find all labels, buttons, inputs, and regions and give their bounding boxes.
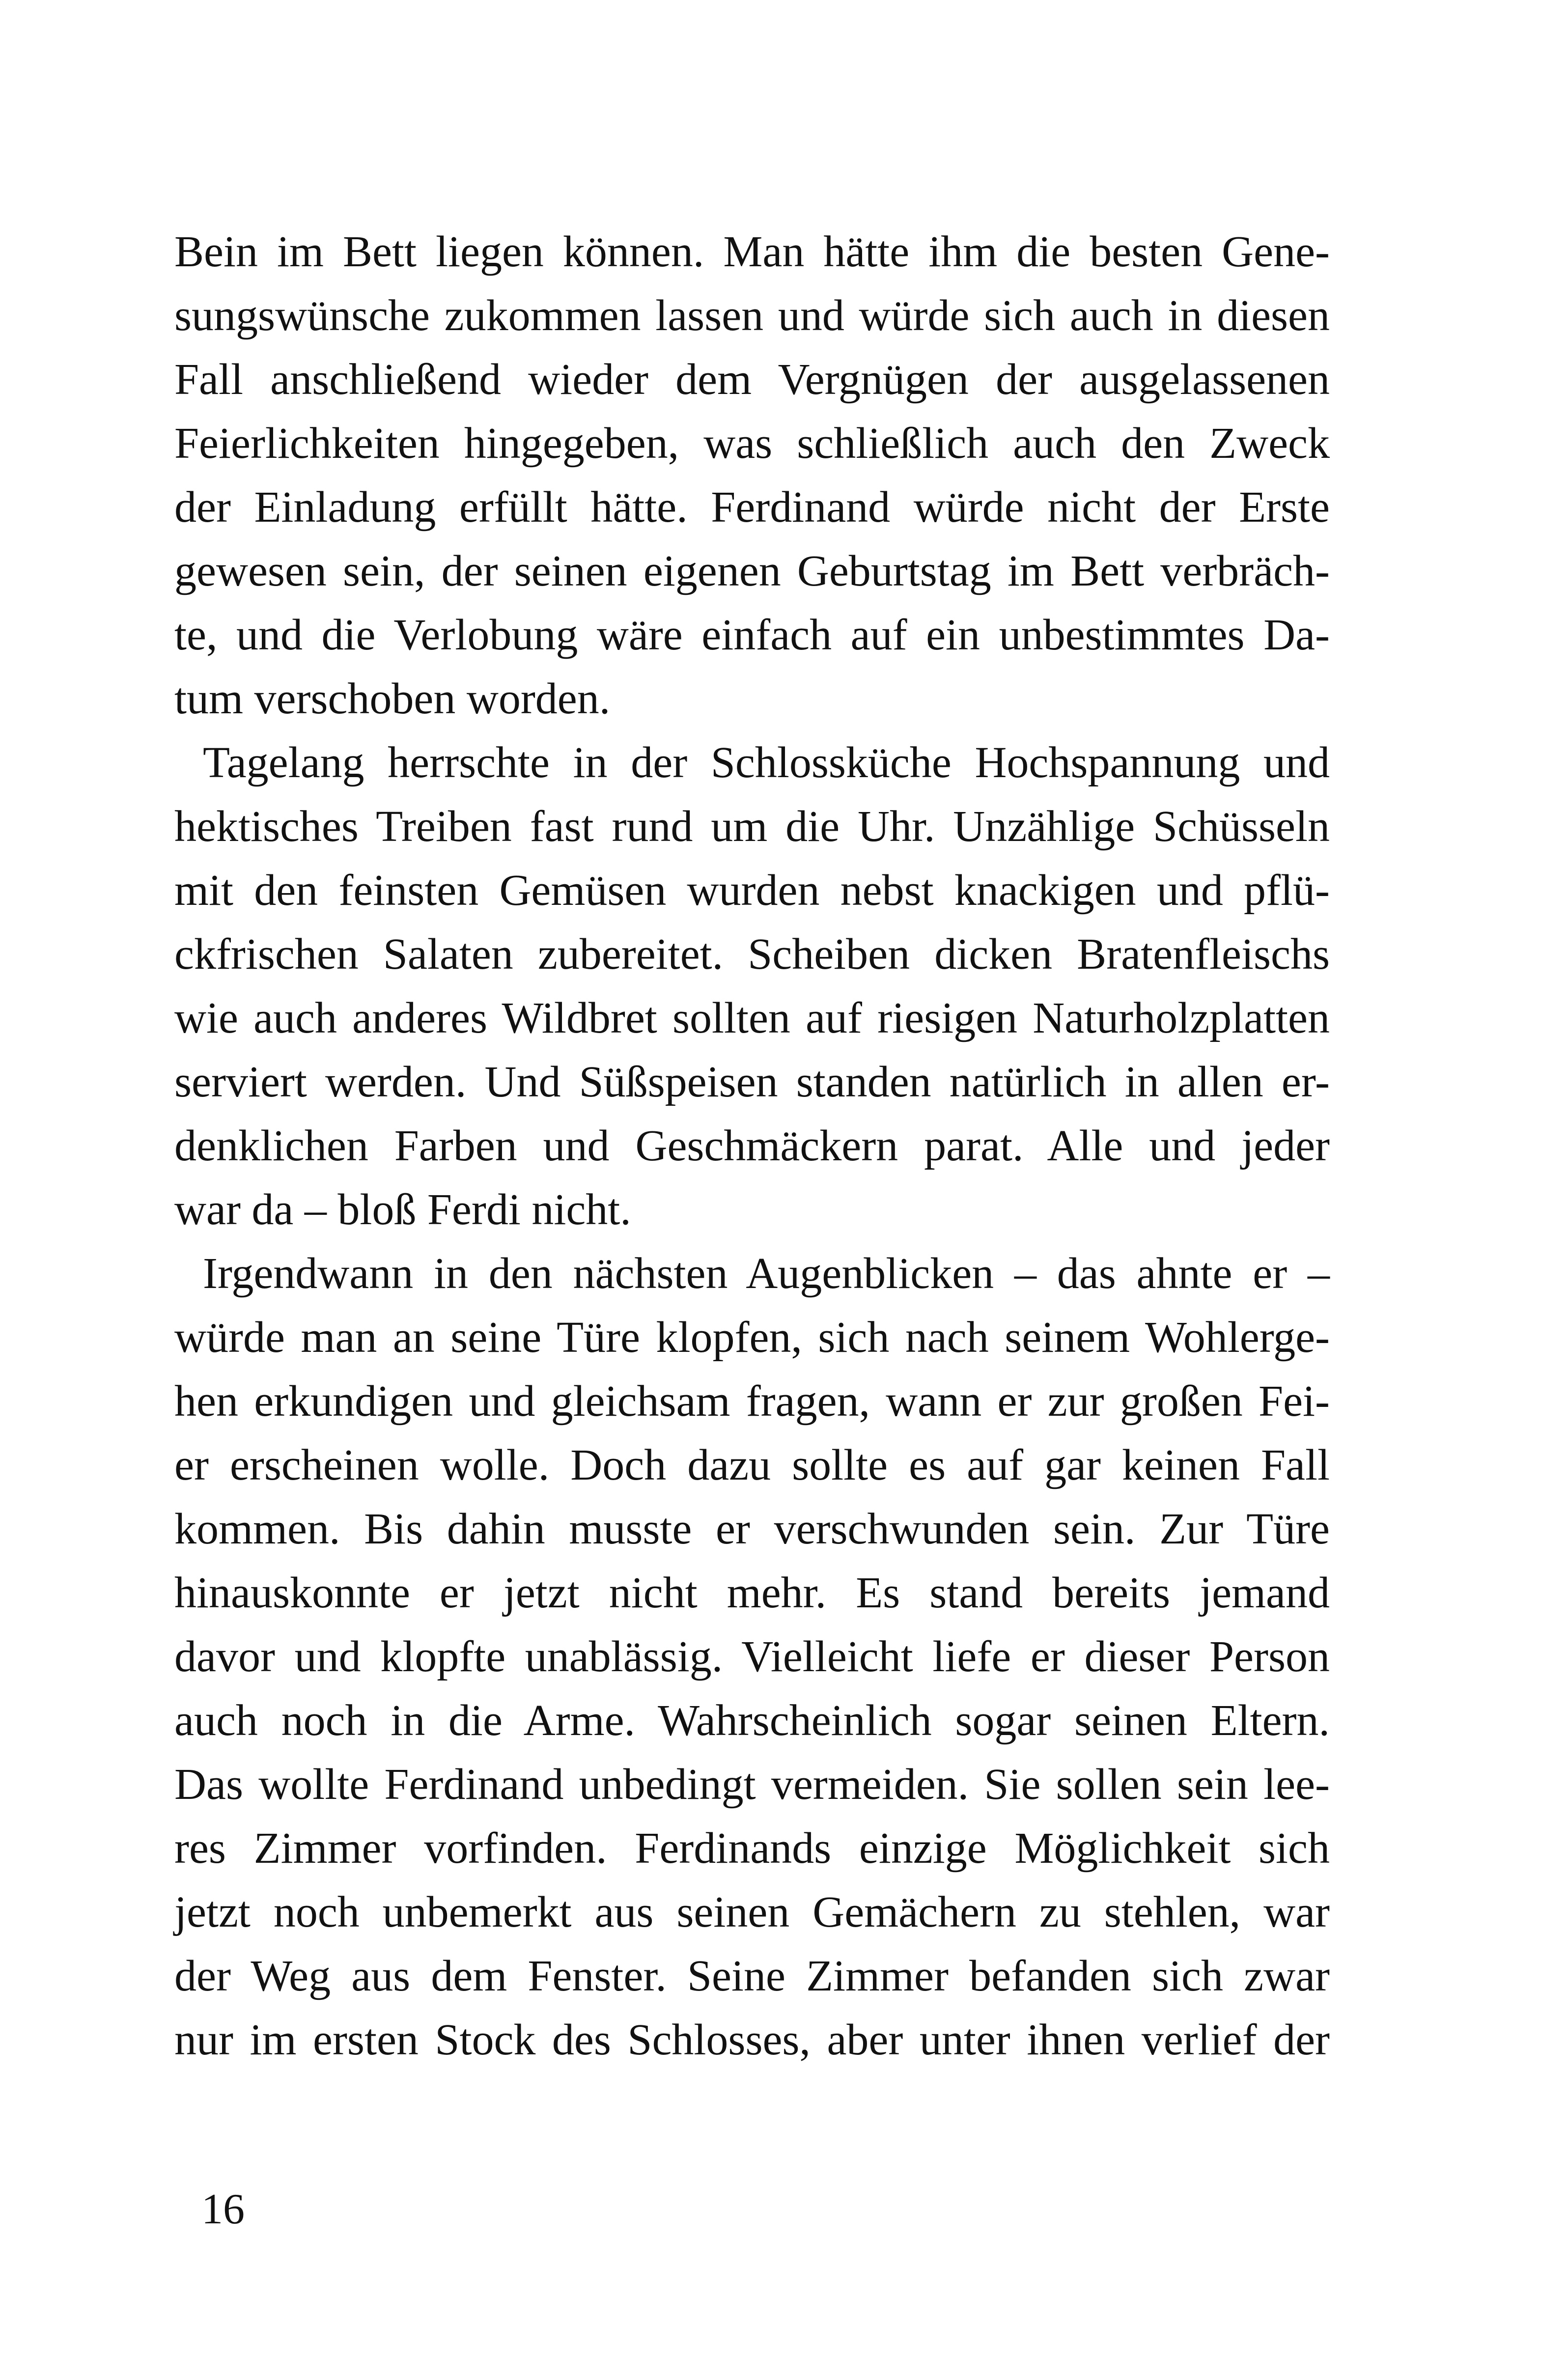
text-line: Feierlichkeiten hingegeben, was schließlich auch den Zweck xyxy=(174,419,1330,468)
paragraph-2 xyxy=(174,731,1330,1242)
text-line: Irgendwann in den nächsten Augenblicken – das ahnte er – xyxy=(203,1249,1330,1298)
text-line: Das wollte Ferdinand unbedingt vermeiden. Sie sollen sein lee- xyxy=(174,1760,1330,1809)
text-line: hinauskonnte er jetzt nicht mehr. Es stand bereits jemand xyxy=(174,1569,1330,1617)
text-line: denklichen Farben und Geschmäckern parat. Alle und jeder xyxy=(174,1121,1330,1170)
text-line: hen erkundigen und gleichsam fragen, wann er zur großen Fei- xyxy=(174,1377,1330,1426)
text-line: Tagelang herrschte in der Schlossküche Hochspannung und xyxy=(203,738,1330,787)
text-line: jetzt noch unbemerkt aus seinen Gemächern zu stehlen, war xyxy=(174,1888,1330,1936)
text-line: auch noch in die Arme. Wahrscheinlich sogar seinen Eltern. xyxy=(174,1696,1330,1745)
text-line: nur im ersten Stock des Schlosses, aber unter ihnen verlief der xyxy=(174,2016,1330,2064)
text-line: würde man an seine Türe klopfen, sich nach seinem Wohlerge- xyxy=(174,1313,1330,1362)
text-line: serviert werden. Und Süßspeisen standen natürlich in allen er- xyxy=(174,1058,1330,1106)
text-line: hektisches Treiben fast rund um die Uhr. Unzählige Schüsseln xyxy=(174,802,1330,851)
text-line: wie auch anderes Wildbret sollten auf riesigen Naturholzplatten xyxy=(174,994,1330,1042)
text-line: gewesen sein, der seinen eigenen Geburtstag im Bett verbräch- xyxy=(174,547,1330,595)
text-line: mit den feinsten Gemüsen wurden nebst knackigen und pflü- xyxy=(174,866,1330,915)
text-line: er erscheinen wolle. Doch dazu sollte es auf gar keinen Fall xyxy=(174,1441,1330,1489)
body-text xyxy=(174,220,1330,2072)
text-line: sungswünsche zukommen lassen und würde sich auch in diesen xyxy=(174,291,1330,340)
page-number: 16 xyxy=(201,2186,245,2233)
text-line: davor und klopfte unablässig. Vielleicht liefe er dieser Person xyxy=(174,1632,1330,1681)
text-line: der Einladung erfüllt hätte. Ferdinand würde nicht der Erste xyxy=(174,483,1330,532)
paragraph-1 xyxy=(174,220,1330,731)
text-line: tum verschoben worden. xyxy=(174,674,611,723)
text-line: res Zimmer vorfinden. Ferdinands einzige Möglichkeit sich xyxy=(174,1824,1330,1873)
text-line: kommen. Bis dahin musste er verschwunden sein. Zur Türe xyxy=(174,1505,1330,1553)
text-line: war da – bloß Ferdi nicht. xyxy=(174,1185,631,1234)
text-line: ckfrischen Salaten zubereitet. Scheiben dicken Bratenfleischs xyxy=(174,930,1330,979)
text-line: Bein im Bett liegen können. Man hätte ihm die besten Gene- xyxy=(174,227,1330,276)
text-line: te, und die Verlobung wäre einfach auf ein unbestimmtes Da- xyxy=(174,611,1330,659)
text-line: der Weg aus dem Fenster. Seine Zimmer befanden sich zwar xyxy=(174,1952,1330,2000)
text-line: Fall anschließend wieder dem Vergnügen der ausgelassenen xyxy=(174,355,1330,404)
paragraph-3 xyxy=(174,1242,1330,2072)
